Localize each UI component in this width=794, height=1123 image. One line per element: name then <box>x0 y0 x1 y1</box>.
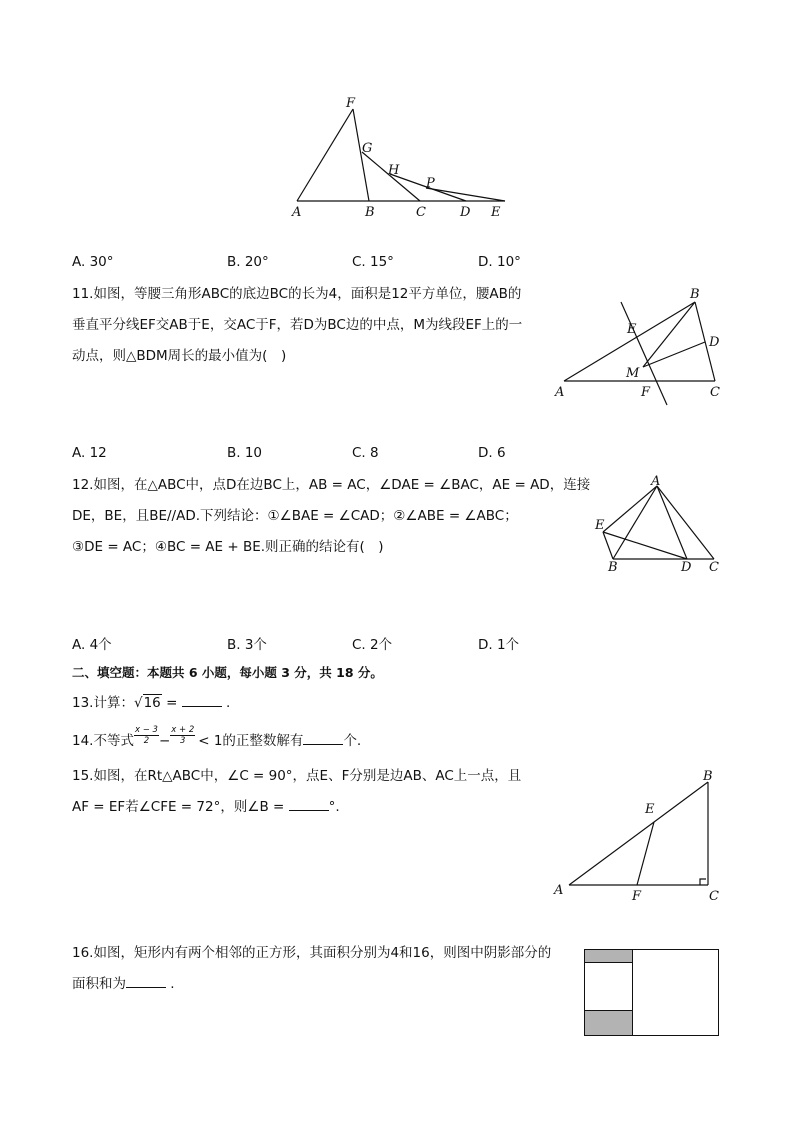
q13-line <box>72 694 230 712</box>
fig15-label-E: E <box>645 802 655 817</box>
q15-figure <box>548 764 728 910</box>
fig11-label-B: B <box>690 287 700 302</box>
fig10-label-F: F <box>346 96 356 111</box>
q10-figure <box>280 92 520 224</box>
q11-figure <box>548 284 738 406</box>
q10-option-d[interactable]: D. 10° <box>478 254 521 270</box>
fig15-label-C: C <box>709 889 719 904</box>
q11-option-a[interactable]: A. 12 <box>72 445 107 461</box>
q14-fraction-2 <box>170 725 195 746</box>
q16-answer-blank[interactable] <box>126 975 166 988</box>
q11-text-line3: 动点，则△BDM周长的最小值为( ) <box>72 348 287 364</box>
q15-answer-blank[interactable] <box>289 798 329 811</box>
q12-option-d[interactable]: D. 1个 <box>478 637 520 653</box>
q13-equals: = <box>161 695 182 711</box>
fig12-label-A: A <box>651 474 661 489</box>
fig12-label-C: C <box>709 560 719 575</box>
q10-option-a[interactable]: A. 30° <box>72 254 114 270</box>
q13-prefix: 13.计算： <box>72 695 134 711</box>
q12-option-b[interactable]: B. 3个 <box>227 637 267 653</box>
fig10-label-H: H <box>388 163 400 178</box>
fig11-label-A: A <box>555 385 565 400</box>
q14-numerator-1: x − 3 <box>134 725 158 735</box>
q16-end: . <box>170 976 175 992</box>
fig10-label-G: G <box>362 141 373 156</box>
shaded-region-top <box>585 950 633 963</box>
fig10-label-D: D <box>460 205 471 220</box>
fig15-label-B: B <box>703 769 713 784</box>
fig10-label-A: A <box>292 205 302 220</box>
fig11-label-D: D <box>709 335 720 350</box>
fig10-label-C: C <box>416 205 426 220</box>
q14-denominator-2: 3 <box>180 736 186 746</box>
q15-text-line2 <box>72 798 340 816</box>
q14-numerator-2: x + 2 <box>171 725 195 735</box>
q16-figure <box>580 945 725 1041</box>
fig12-label-E: E <box>595 518 605 533</box>
q12-text-line3: ③DE = AC；④BC = AE + BE.则正确的结论有( ) <box>72 539 384 555</box>
q16-text-line2 <box>72 975 175 993</box>
q11-text-line2: 垂直平分线EF交AB于E，交AC于F，若D为BC边的中点，M为线段EF上的一 <box>72 317 523 333</box>
q16-line2-text: 面积和为 <box>72 976 126 992</box>
section-2-header: 二、填空题：本题共 6 小题，每小题 3 分，共 18 分。 <box>72 665 383 680</box>
q15-text-line1: 15.如图，在Rt△ABC中，∠C = 90°，点E、F分别是边AB、AC上一点，且 <box>72 768 522 784</box>
shaded-region-bottom <box>585 1011 633 1036</box>
fig10-label-P: P <box>426 176 435 191</box>
q12-option-a[interactable]: A. 4个 <box>72 637 112 653</box>
q10-option-c[interactable]: C. 15° <box>352 254 394 270</box>
q12-figure <box>590 474 730 578</box>
fig12-label-B: B <box>608 560 618 575</box>
q14-minus: − <box>158 732 171 749</box>
fig11-label-C: C <box>710 385 720 400</box>
q14-prefix: 14.不等式 <box>72 732 134 749</box>
q10-option-b[interactable]: B. 20° <box>227 254 269 270</box>
q14-line <box>72 725 361 753</box>
q13-answer-blank[interactable] <box>182 694 222 707</box>
fig15-label-F: F <box>632 889 642 904</box>
q11-text-line1: 11.如图，等腰三角形ABC的底边BC的长为4，面积是12平方单位，腰AB的 <box>72 286 522 302</box>
q11-option-c[interactable]: C. 8 <box>352 445 379 461</box>
q14-end: 个. <box>343 732 362 749</box>
sqrt-symbol: √ <box>133 695 143 711</box>
fig10-label-E: E <box>491 205 501 220</box>
q13-radicand: 16 <box>143 695 161 711</box>
q14-denominator-1: 2 <box>143 736 150 746</box>
q14-answer-blank[interactable] <box>303 732 343 745</box>
fig11-label-E: E <box>627 322 637 337</box>
q15-degree-end: °. <box>328 799 340 815</box>
q11-option-d[interactable]: D. 6 <box>478 445 506 461</box>
q15-line2-text: AF = EF若∠CFE = 72°，则∠B = <box>72 799 289 815</box>
q16-text-line1: 16.如图，矩形内有两个相邻的正方形，其面积分别为4和16，则图中阴影部分的 <box>72 945 552 961</box>
q13-end: . <box>225 695 231 711</box>
q12-option-c[interactable]: C. 2个 <box>352 637 393 653</box>
fig10-label-B: B <box>365 205 375 220</box>
fig11-label-M: M <box>626 366 640 381</box>
fig15-label-A: A <box>554 883 564 898</box>
fig11-label-F: F <box>641 385 651 400</box>
q11-option-b[interactable]: B. 10 <box>227 445 263 461</box>
q12-text-line1: 12.如图，在△ABC中，点D在边BC上，AB = AC，∠DAE = ∠BAC，AE = AD，连接 <box>72 477 591 493</box>
q14-tail: < 1的正整数解有 <box>198 732 304 749</box>
q14-fraction-1 <box>134 725 159 746</box>
q12-text-line2: DE，BE，且BE//AD.下列结论：①∠BAE = ∠CAD；②∠ABE = ∠ABC； <box>72 508 518 524</box>
fig12-label-D: D <box>681 560 692 575</box>
